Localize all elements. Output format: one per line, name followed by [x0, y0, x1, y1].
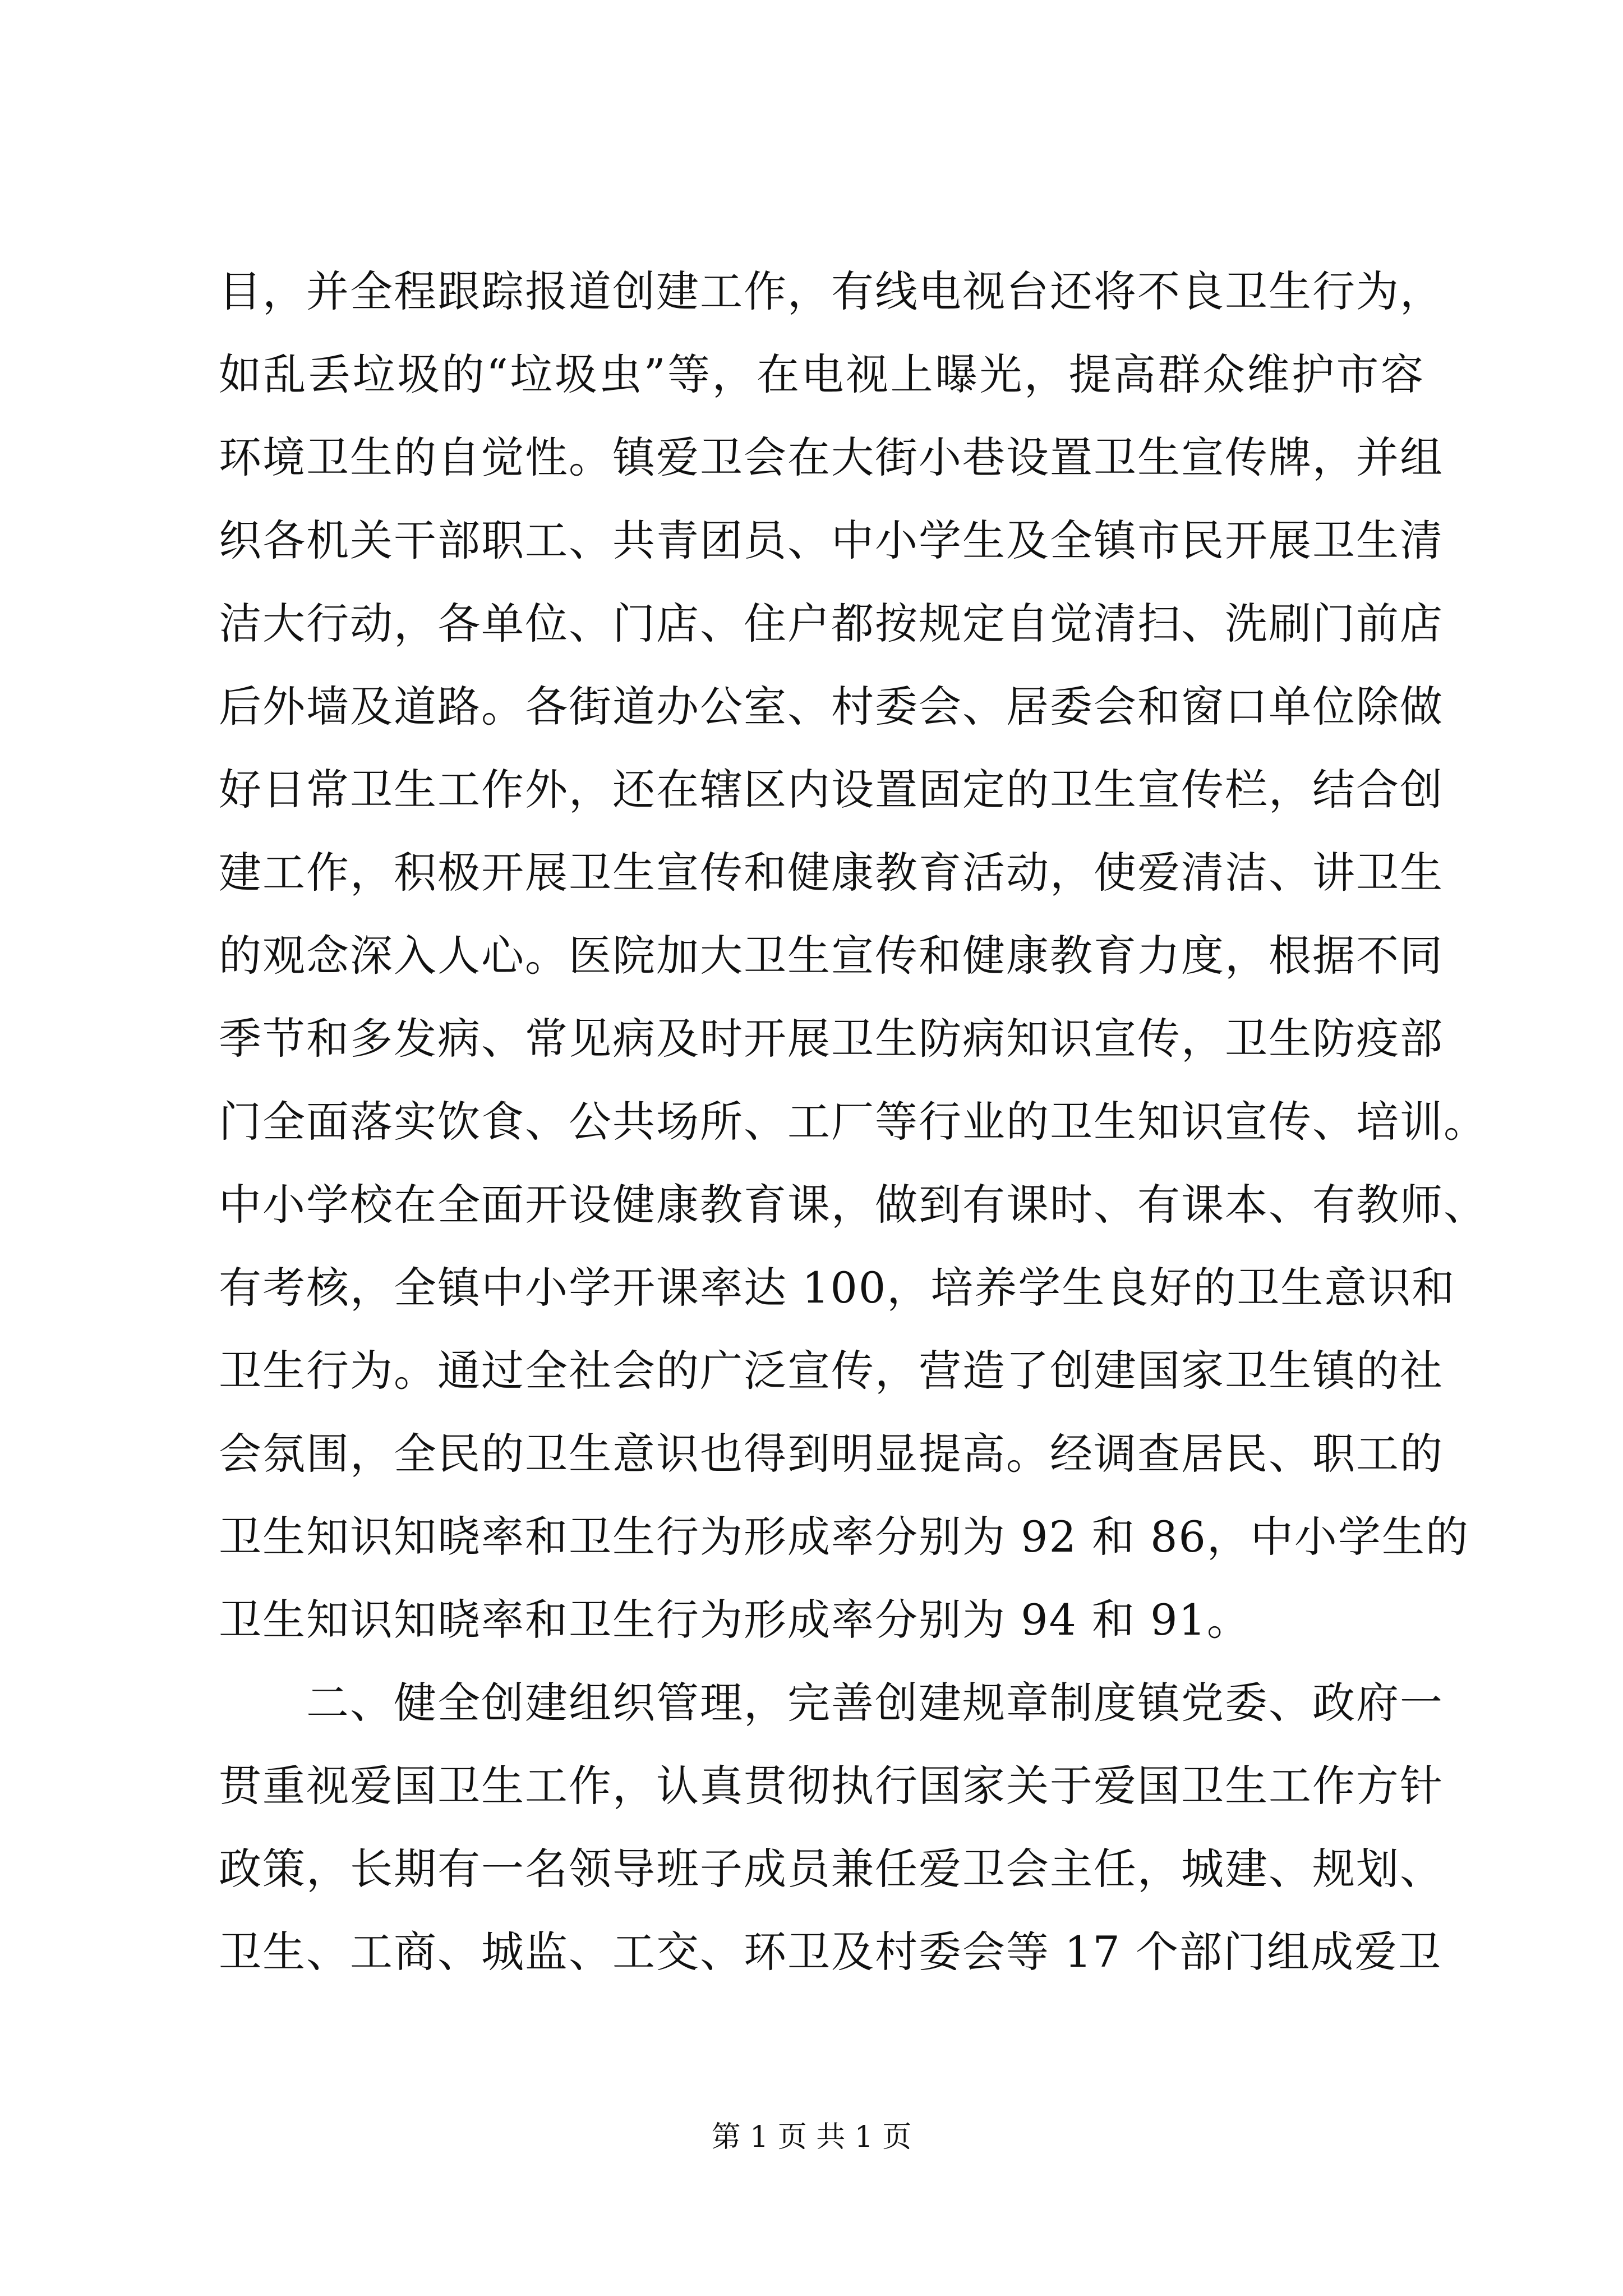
text-line: 有考核，全镇中小学开课率达 100，培养学生良好的卫生意识和: [219, 1263, 1456, 1313]
text-line: 贯重视爱国卫生工作，认真贯彻执行国家关于爱国卫生工作方针: [219, 1761, 1444, 1811]
text-line: 卫生知识知晓率和卫生行为形成率分别为 94 和 91。: [219, 1595, 1251, 1645]
text-line: 卫生行为。通过全社会的广泛宣传，营造了创建国家卫生镇的社: [219, 1346, 1444, 1396]
text-line: 环境卫生的自觉性。镇爱卫会在大街小巷设置卫生宣传牌，并组: [219, 432, 1444, 482]
section-heading-line: 二、健全创建组织管理，完善创建规章制度镇党委、政府一: [306, 1678, 1444, 1728]
text-line: 织各机关干部职工、共青团员、中小学生及全镇市民开展卫生清: [219, 516, 1444, 565]
text-line: 建工作，积极开展卫生宣传和健康教育活动，使爱清洁、讲卫生: [219, 848, 1444, 898]
text-line: 目，并全程跟踪报道创建工作，有线电视台还将不良卫生行为，: [219, 266, 1444, 316]
page-number-footer: 第 1 页 共 1 页: [711, 2120, 912, 2154]
text-line: 洁大行动，各单位、门店、住户都按规定自觉清扫、洗刷门前店: [219, 599, 1444, 648]
text-line: 卫生、工商、城监、工交、环卫及村委会等 17 个部门组成爱卫: [219, 1927, 1442, 1977]
text-line: 如乱丢垃圾的“垃圾虫”等，在电视上曝光，提高群众维护市容: [219, 349, 1424, 399]
text-line: 好日常卫生工作外，还在辖区内设置固定的卫生宣传栏，结合创: [219, 765, 1444, 815]
text-line: 卫生知识知晓率和卫生行为形成率分别为 92 和 86，中小学生的: [219, 1512, 1469, 1562]
text-line: 会氛围，全民的卫生意识也得到明显提高。经调查居民、职工的: [219, 1429, 1444, 1479]
text-line: 政策，长期有一名领导班子成员兼任爱卫会主任，城建、规划、: [219, 1844, 1444, 1894]
text-line: 的观念深入人心。医院加大卫生宣传和健康教育力度，根据不同: [219, 931, 1444, 981]
text-line: 门全面落实饮食、公共场所、工厂等行业的卫生知识宣传、培训。: [219, 1097, 1487, 1147]
text-line: 后外墙及道路。各街道办公室、村委会、居委会和窗口单位除做: [219, 682, 1444, 731]
text-line: 中小学校在全面开设健康教育课，做到有课时、有课本、有教师、: [219, 1180, 1487, 1230]
text-line: 季节和多发病、常见病及时开展卫生防病知识宣传，卫生防疫部: [219, 1014, 1444, 1064]
